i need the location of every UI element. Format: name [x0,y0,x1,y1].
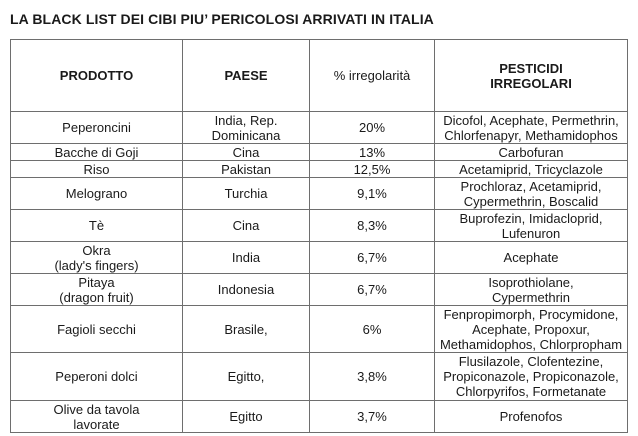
cell-pesticides: Fenpropimorph, Procymidone, Acephate, Propoxur, Methamidophos, Chlorpropham [435,306,628,353]
cell-pesticides: Isoprothiolane, Cypermethrin [435,274,628,306]
cell-country: Egitto, [183,353,310,401]
cell-pesticides: Prochloraz, Acetamiprid, Cypermethrin, Boscalid [435,178,628,210]
cell-country: Pakistan [183,161,310,178]
cell-product: Pitaya (dragon fruit) [11,274,183,306]
cell-pesticides: Acephate [435,242,628,274]
table-row [11,401,628,433]
cell-pct: 6,7% [310,242,435,274]
cell-country: India, Rep. Dominicana [183,112,310,144]
cell-pesticides: Profenofos [435,401,628,433]
cell-product: Bacche di Goji [11,144,183,161]
cell-pesticides: Acetamiprid, Tricyclazole [435,161,628,178]
table-header-row [11,40,628,112]
cell-country: Indonesia [183,274,310,306]
cell-pct: 6% [310,306,435,353]
cell-pct: 8,3% [310,210,435,242]
cell-pct: 20% [310,112,435,144]
table-row [11,353,628,401]
header-product: PRODOTTO [11,40,183,112]
cell-pesticides: Dicofol, Acephate, Permethrin, Chlorfenapyr, Methamidophos [435,112,628,144]
cell-product: Tè [11,210,183,242]
cell-country: Cina [183,210,310,242]
table-row [11,178,628,210]
cell-pesticides: Flusilazole, Clofentezine, Propiconazole, Propiconazole, Chlorpyrifos, Formetanate [435,353,628,401]
cell-product: Okra (lady's fingers) [11,242,183,274]
cell-country: Turchia [183,178,310,210]
cell-pct: 13% [310,144,435,161]
cell-product: Riso [11,161,183,178]
cell-product: Peperoni dolci [11,353,183,401]
cell-pct: 3,7% [310,401,435,433]
cell-country: Cina [183,144,310,161]
header-country: PAESE [183,40,310,112]
table-row [11,306,628,353]
cell-pct: 6,7% [310,274,435,306]
cell-pct: 3,8% [310,353,435,401]
table-row [11,112,628,144]
cell-pct: 9,1% [310,178,435,210]
table-row [11,210,628,242]
table-row [11,242,628,274]
header-irregularity: % irregolarità [310,40,435,112]
cell-country: India [183,242,310,274]
table-row [11,144,628,161]
cell-pesticides: Carbofuran [435,144,628,161]
cell-product: Fagioli secchi [11,306,183,353]
cell-country: Egitto [183,401,310,433]
cell-pct: 12,5% [310,161,435,178]
blacklist-table [10,39,628,433]
cell-product: Melograno [11,178,183,210]
cell-product: Peperoncini [11,112,183,144]
table-row [11,274,628,306]
page-title: LA BLACK LIST DEI CIBI PIU’ PERICOLOSI ARRIVATI IN ITALIA [10,11,434,27]
cell-product: Olive da tavola lavorate [11,401,183,433]
table-row [11,161,628,178]
cell-pesticides: Buprofezin, Imidacloprid, Lufenuron [435,210,628,242]
header-pesticides: PESTICIDI IRREGOLARI [435,40,628,112]
cell-country: Brasile, [183,306,310,353]
